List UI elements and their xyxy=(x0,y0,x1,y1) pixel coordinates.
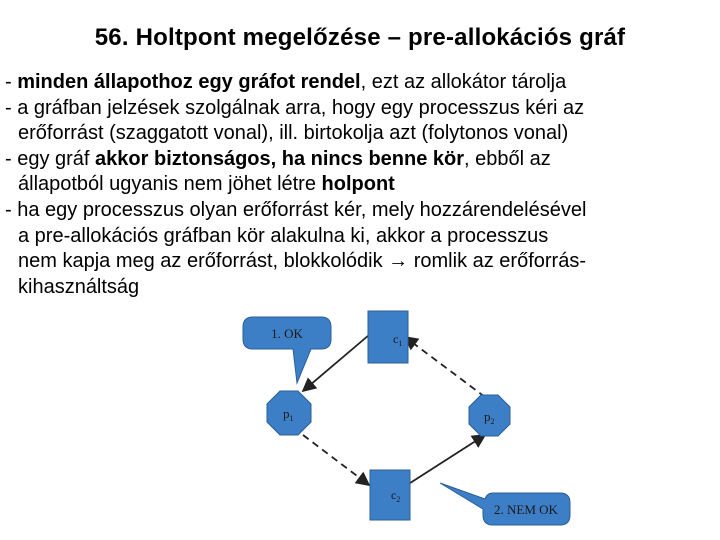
bullet-line xyxy=(5,147,717,173)
edge-p2-to-c1-dashed xyxy=(405,337,485,397)
bullet-line xyxy=(5,275,717,301)
process-node-p1 xyxy=(267,391,311,435)
pre-allocation-graph xyxy=(235,305,585,540)
bullet-line xyxy=(5,172,717,198)
bullet-text: a pre-allokációs gráfban kör alakulna ki, akkor a processzus xyxy=(18,224,549,247)
bullet-line xyxy=(5,224,717,250)
callout-nem-ok-label: 2. NEM OK xyxy=(494,502,558,517)
bullet-line xyxy=(5,198,717,224)
svg-text:c2: $c_2$ xyxy=(391,488,401,504)
callout-ok-label: 1. OK xyxy=(271,326,303,341)
bullet-text: - xyxy=(5,71,18,93)
svg-text:p1: $p_1$ xyxy=(283,406,294,423)
resource-node-c1 xyxy=(368,311,408,363)
edge-p1-to-c2-dashed xyxy=(303,435,369,485)
resource-node-c2 xyxy=(370,470,410,520)
bullet-line xyxy=(5,96,717,122)
slide-title: 56. Holtpont megelőzése – pre-allokációs gráf xyxy=(94,24,626,51)
bullet-text: nem kapja meg az erőforrást, blokkolódik → romlik az erőforrás- xyxy=(18,250,586,273)
callout-nem-ok xyxy=(440,483,570,525)
bullet-line xyxy=(5,249,717,275)
bullet-text: - egy gráf xyxy=(5,147,96,170)
bullet-bold-text: minden állapothoz egy gráfot rendel xyxy=(17,71,361,93)
bullet-text: kihasználtság xyxy=(18,275,140,298)
svg-text:p2: $p_2$ xyxy=(484,409,495,426)
bullet-text: állapotból ugyanis nem jöhet létre xyxy=(18,173,322,196)
svg-text:c1: $c_1$ xyxy=(393,332,403,348)
bullet-text: , ebből az xyxy=(464,147,551,170)
callout-ok xyxy=(243,317,331,383)
edge-c2-to-p2-solid xyxy=(407,435,485,485)
bullet-text: , ezt az allokátor tárolja xyxy=(360,71,567,93)
bullet-text: - ha egy processzus olyan erőforrást kér, mely hozzárendelésével xyxy=(5,198,587,221)
bullet-text: - a gráfban jelzések szolgálnak arra, hogy egy processzus kéri az xyxy=(5,96,585,119)
bullet-text: erőforrást (szaggatott vonal), ill. birtokolja azt (folytonos vonal) xyxy=(18,122,569,145)
bullet-list xyxy=(5,70,717,300)
bullet-line xyxy=(5,70,717,96)
process-node-p2 xyxy=(469,395,510,436)
bullet-bold-text: akkor biztonságos, ha nincs benne kör xyxy=(95,147,465,170)
bullet-bold-text: holpont xyxy=(321,173,395,196)
bullet-line xyxy=(5,121,717,147)
